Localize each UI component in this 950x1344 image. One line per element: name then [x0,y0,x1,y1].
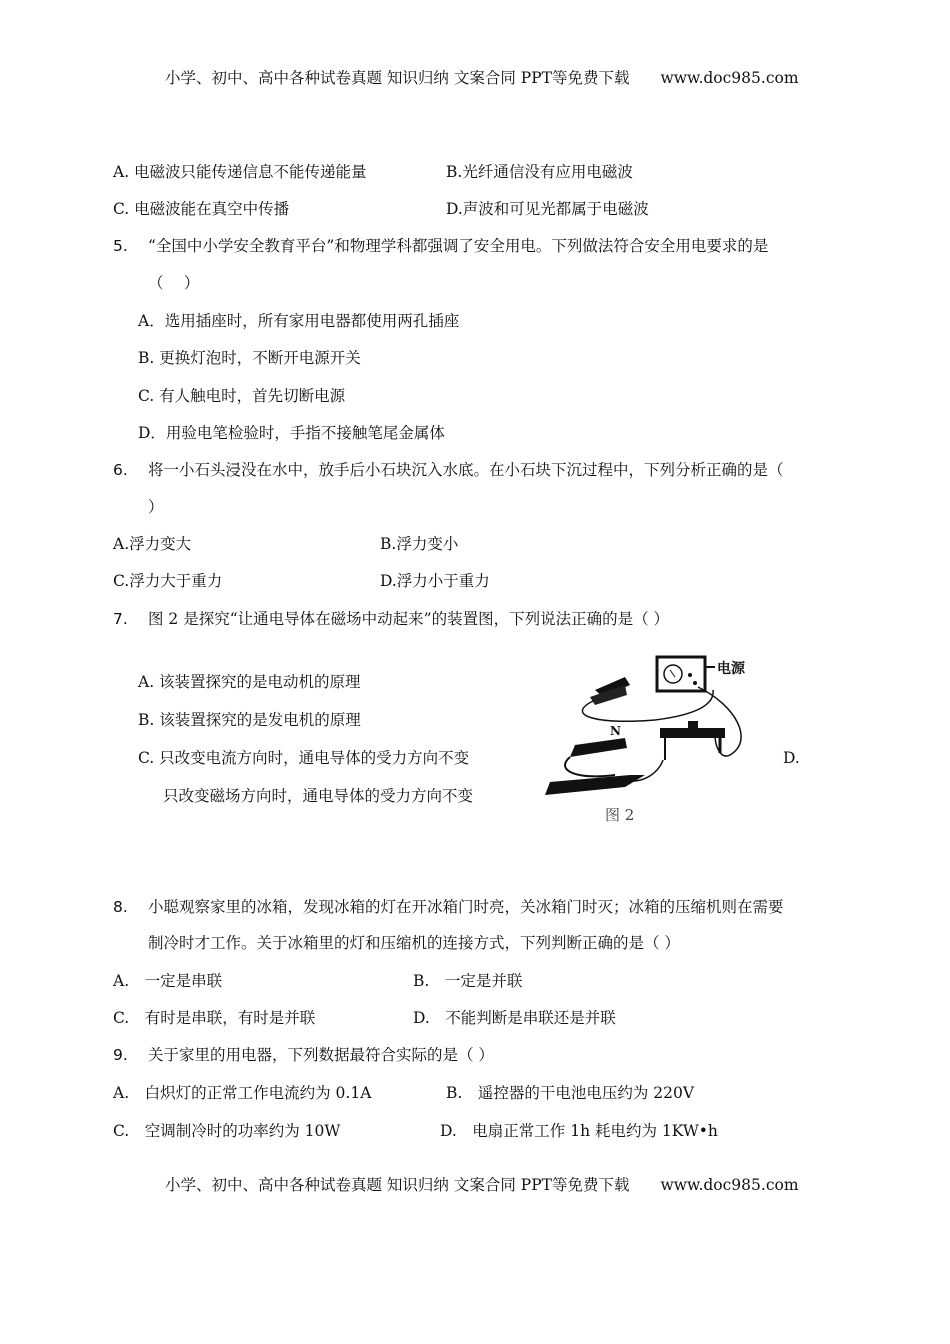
power-label: 电源 [717,661,745,677]
q7-text: 图 2 是探究“让通电导体在磁场中动起来”的装置图，下列说法正确的是（ ） [148,610,669,628]
q8-option-d: D. 不能判断是串联还是并联 [413,1009,616,1027]
page-header: 小学、初中、高中各种试卷真题 知识归纳 文案合同 PPT等免费下载 www.doc985.com [165,69,799,87]
q9-option-a: A. 白炽灯的正常工作电流约为 0.1A [113,1084,372,1102]
q7-option-d: 只改变磁场方向时，通电导体的受力方向不变 [163,787,474,805]
q7-option-c: C. 只改变电流方向时，通电导体的受力方向不变 [138,749,470,767]
q5-number: 5. [113,237,128,255]
q4-option-c: C. 电磁波能在真空中传播 [113,200,290,218]
q5-paren: （ ） [148,274,200,292]
q9-option-b: B. 遥控器的干电池电压约为 220V [446,1084,695,1102]
q9-text: 关于家里的用电器，下列数据最符合实际的是（ ） [148,1046,494,1064]
q4-option-b: B.光纤通信没有应用电磁波 [446,163,633,181]
q5-option-b: B. 更换灯泡时，不断开电源开关 [138,349,361,367]
q6-option-b: B.浮力变小 [380,535,459,553]
q8-number: 8. [113,898,128,916]
q6-text: 将一小石头浸没在水中，放手后小石块沉入水底。在小石块下沉过程中，下列分析正确的是（ [148,461,784,479]
q4-option-d: D.声波和可见光都属于电磁波 [446,200,649,218]
q7-number: 7. [113,610,128,628]
q4-option-a: A. 电磁波只能传递信息不能传递能量 [113,163,367,181]
q7-option-a: A. 该装置探究的是电动机的原理 [138,673,361,691]
q6-option-c: C.浮力大于重力 [113,572,223,590]
magnet-n-label: N [610,724,621,738]
q7-option-b: B. 该装置探究的是发电机的原理 [138,711,361,729]
q9-number: 9. [113,1046,128,1064]
q9-option-c: C. 空调制冷时的功率约为 10W [113,1122,341,1140]
q8-text: 小聪观察家里的冰箱，发现冰箱的灯在开冰箱门时亮，关冰箱门时灭；冰箱的压缩机则在需要 [148,898,784,916]
q5-text: “全国中小学安全教育平台”和物理学科都强调了安全用电。下列做法符合安全用电要求的是 [148,237,769,255]
q8-option-c: C. 有时是串联，有时是并联 [113,1009,316,1027]
q8-option-b: B. 一定是并联 [413,972,523,990]
figure-2-motor-apparatus [535,645,770,830]
q6-option-a: A.浮力变大 [113,535,192,553]
q7-option-d-label: D. [783,749,800,767]
q6-paren: ） [148,498,164,516]
q5-option-d: D．用验电笔检验时，手指不接触笔尾金属体 [138,424,445,442]
q5-option-c: C. 有人触电时，首先切断电源 [138,387,346,405]
q5-option-a: A．选用插座时，所有家用电器都使用两孔插座 [138,312,460,330]
figure-caption: 图 2 [605,806,635,824]
page-footer: 小学、初中、高中各种试卷真题 知识归纳 文案合同 PPT等免费下载 www.doc985.com [165,1176,799,1194]
q8-text-continued: 制冷时才工作。关于冰箱里的灯和压缩机的连接方式，下列判断正确的是（ ） [148,934,680,952]
q6-option-d: D.浮力小于重力 [380,572,490,590]
q9-option-d: D. 电扇正常工作 1h 耗电约为 1KW•h [440,1122,718,1140]
q8-option-a: A. 一定是串联 [113,972,223,990]
q6-number: 6. [113,461,128,479]
